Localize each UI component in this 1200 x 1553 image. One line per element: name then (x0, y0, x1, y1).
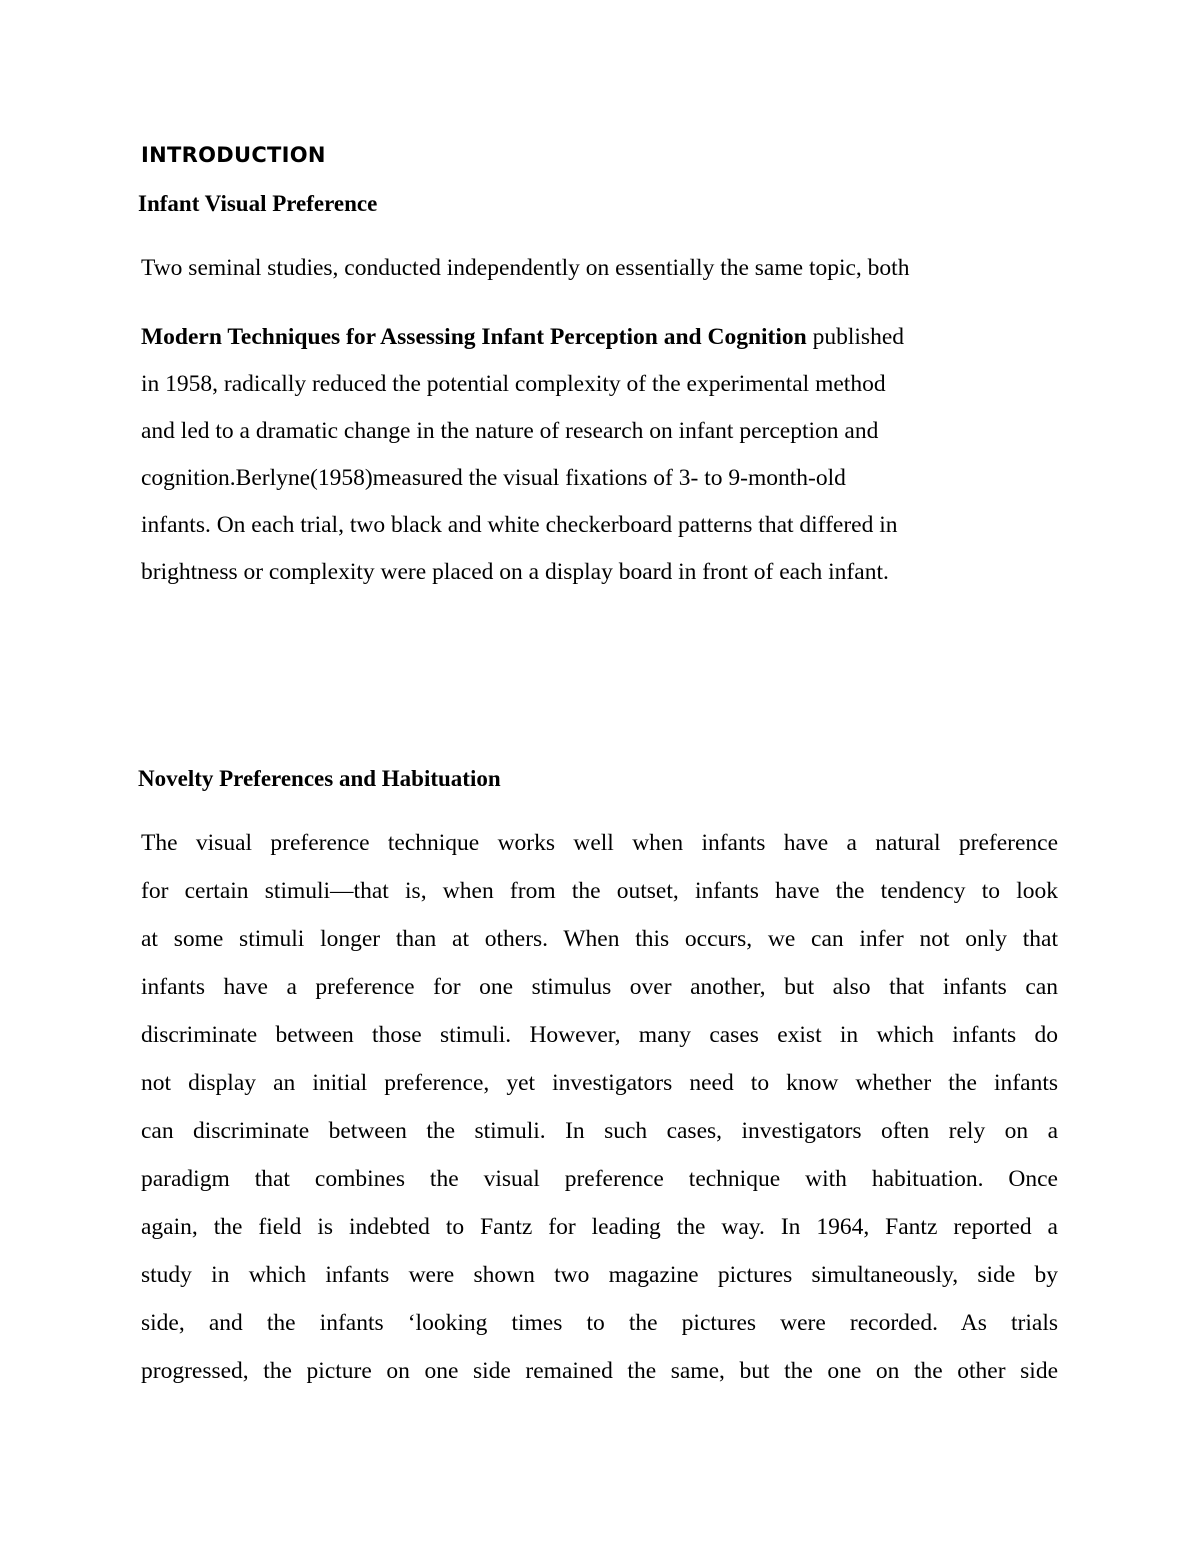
para2-line-3: at some stimuli longer than at others. When this occurs, we can infer not only that (141, 926, 1058, 952)
section-title: INTRODUCTION (141, 143, 326, 167)
para2-line-8: paradigm that combines the visual preference technique with habituation. Once (141, 1166, 1058, 1192)
para1-bold-title: Modern Techniques for Assessing Infant Perception and Cognition (141, 324, 807, 350)
para2-line-11: side, and the infants ‘looking times to the pictures were recorded. As trials (141, 1310, 1058, 1336)
heading-infant-visual-preference: Infant Visual Preference (138, 191, 378, 216)
para1-line-6: brightness or complexity were placed on a display board in front of each infant. (141, 559, 889, 585)
para1-line-5: infants. On each trial, two black and white checkerboard patterns that differed in (141, 512, 898, 538)
para2-line-12: progressed, the picture on one side remained the same, but the one on the other side (141, 1358, 1058, 1384)
para1-line-2: in 1958, radically reduced the potential complexity of the experimental method (141, 371, 886, 397)
para2-line-10: study in which infants were shown two magazine pictures simultaneously, side by (141, 1262, 1058, 1288)
heading-novelty-preferences: Novelty Preferences and Habituation (138, 766, 501, 791)
para2-line-7: can discriminate between the stimuli. In such cases, investigators often rely on a (141, 1118, 1058, 1144)
para2-line-2: for certain stimuli—that is, when from the outset, infants have the tendency to look (141, 878, 1058, 904)
para2-line-4: infants have a preference for one stimulus over another, but also that infants can (141, 974, 1058, 1000)
para2-line-9: again, the field is indebted to Fantz for leading the way. In 1964, Fantz reported a (141, 1214, 1058, 1240)
para2-line-6: not display an initial preference, yet investigators need to know whether the infants (141, 1070, 1058, 1096)
para2-line-1: The visual preference technique works well when infants have a natural preference (141, 830, 1058, 856)
para1-line1-rest: published (806, 324, 904, 350)
para1-line-4: cognition.Berlyne(1958)measured the visual fixations of 3- to 9-month-old (141, 465, 846, 491)
intro-line: Two seminal studies, conducted independently on essentially the same topic, both (141, 255, 910, 281)
para2-line-5: discriminate between those stimuli. However, many cases exist in which infants do (141, 1022, 1058, 1048)
para1-line-3: and led to a dramatic change in the nature of research on infant perception and (141, 418, 879, 444)
para1-line-1 (141, 324, 904, 351)
